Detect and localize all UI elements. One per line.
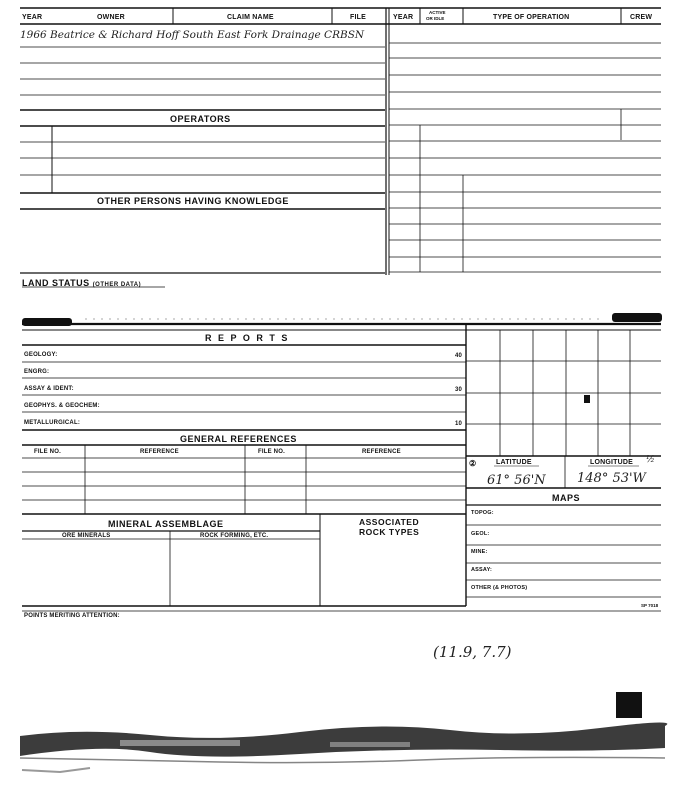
header-year-2: YEAR <box>393 14 414 21</box>
land-status-title <box>22 278 141 288</box>
land-status-label: LAND STATUS <box>22 278 90 288</box>
header-crew: CREW <box>630 14 653 21</box>
report-row-label: ASSAY & IDENT: <box>24 386 74 392</box>
report-row-label: GEOPHYS. & GEOCHEM: <box>24 403 100 409</box>
header-active-2: OR IDLE <box>426 16 445 21</box>
redaction-blob-left <box>22 318 72 326</box>
associated-rock-types-1: ASSOCIATED <box>359 517 420 527</box>
rock-forming-col: ROCK FORMING, ETC. <box>200 533 269 539</box>
report-row-label: GEOLOGY: <box>24 352 58 358</box>
associated-rock-types-2: ROCK TYPES <box>359 527 420 537</box>
maps-row-assay: ASSAY: <box>471 567 493 573</box>
ref-col-file-no-1: FILE NO. <box>34 449 61 455</box>
header-type-of-operation: TYPE OF OPERATION <box>493 14 570 21</box>
handwritten-reference: (11.9, 7.7) <box>433 643 512 661</box>
black-square-mark <box>616 692 642 718</box>
report-row-label: METALLURGICAL: <box>24 420 81 426</box>
operators-title: OPERATORS <box>170 114 231 124</box>
ref-col-file-no-2: FILE NO. <box>258 449 285 455</box>
ref-col-reference-1: REFERENCE <box>140 449 179 455</box>
report-row-num: 30 <box>455 387 463 393</box>
ore-minerals-col: ORE MINERALS <box>62 533 111 539</box>
coord-prefix-mark: ② <box>469 459 477 468</box>
scan-noise <box>0 700 678 799</box>
latitude-value: 61° 56'N <box>487 473 546 488</box>
ref-col-reference-2: REFERENCE <box>362 449 401 455</box>
longitude-value: 148° 53'W <box>577 471 646 486</box>
maps-row-geol: GEOL: <box>471 531 490 537</box>
points-meriting-attention: POINTS MERITING ATTENTION: <box>24 613 120 619</box>
general-references-title: GENERAL REFERENCES <box>180 434 297 444</box>
longitude-mark: ½ <box>646 455 655 465</box>
mineral-assemblage-title: MINERAL ASSEMBLAGE <box>108 519 224 529</box>
reports-title: R E P O R T S <box>205 333 290 343</box>
header-file: FILE <box>350 14 366 21</box>
header-active-1: ACTIVE <box>429 10 446 15</box>
form-number: SP 7018 <box>641 603 659 608</box>
report-row-label: ENGRG: <box>24 369 50 375</box>
maps-row-topog: TOPOG: <box>471 510 494 516</box>
header-claim-name: CLAIM NAME <box>227 14 274 21</box>
longitude-label: LONGITUDE <box>590 459 634 466</box>
latitude-label: LATITUDE <box>496 459 532 466</box>
maps-row-other: OTHER (& PHOTOS) <box>471 585 528 591</box>
land-status-sub: (OTHER DATA) <box>92 282 142 288</box>
redaction-blob-right <box>612 313 662 322</box>
header-year: YEAR <box>22 14 43 21</box>
report-row-num: 40 <box>455 353 463 359</box>
report-row-num: 10 <box>455 421 463 427</box>
header-owner: OWNER <box>97 14 125 21</box>
grid-location-marker <box>584 395 590 403</box>
maps-title: MAPS <box>552 493 581 503</box>
maps-row-mine: MINE: <box>471 549 488 555</box>
claim-entry-handwritten: 1966 Beatrice & Richard Hoff South East Fork Drainage CRBSN <box>20 29 365 41</box>
other-persons-title: OTHER PERSONS HAVING KNOWLEDGE <box>97 196 289 206</box>
